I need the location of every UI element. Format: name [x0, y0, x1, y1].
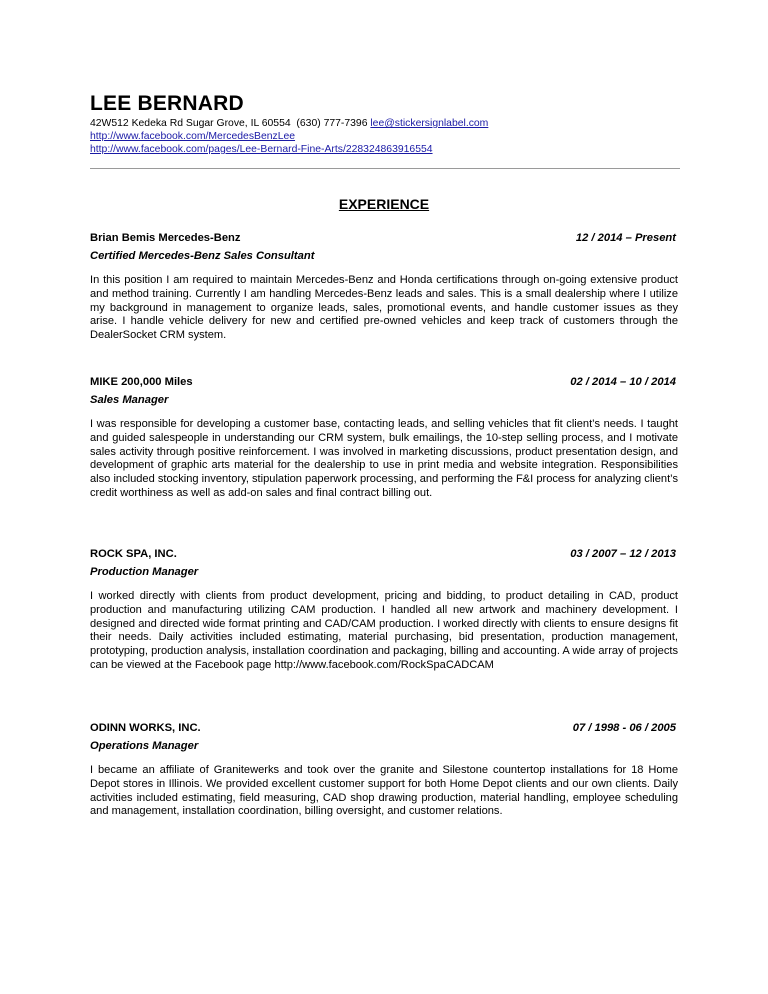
company-name: MIKE 200,000 Miles — [90, 376, 193, 388]
employment-dates: 02 / 2014 – 10 / 2014 — [570, 376, 676, 388]
company-name: Brian Bemis Mercedes-Benz — [90, 232, 241, 244]
job-header — [90, 548, 678, 564]
job-entry — [90, 376, 678, 501]
job-title: Operations Manager — [90, 740, 199, 752]
job-header — [90, 722, 678, 738]
employment-dates: 07 / 1998 - 06 / 2005 — [572, 722, 676, 734]
facebook-link-line — [90, 130, 295, 143]
phone-number: (630) 777-7396 — [296, 118, 368, 129]
section-heading: EXPERIENCE — [338, 196, 430, 212]
contact-line — [90, 117, 488, 130]
header-divider — [90, 168, 680, 169]
job-header — [90, 376, 678, 392]
job-description: In this position I am required to maintain Mercedes-Benz and Honda certifications through on-going extensive product and method training. Currently I am handling Mercedes-Benz leads and sales. This is a small dealership where I utilize my background in management to organize leads, sales, promotional events, and handle customer issues as they arise. I handle vehicle delivery for new and certified pre-owned vehicles and keep track of customers through the DealerSocket CRM system. — [90, 274, 678, 342]
facebook-link-fine-arts[interactable]: http://www.facebook.com/pages/Lee-Bernard-Fine-Arts/228324863916554 — [90, 144, 433, 155]
address: 42W512 Kedeka Rd Sugar Grove, IL 60554 — [90, 118, 291, 129]
job-description: I was responsible for developing a customer base, contacting leads, and selling vehicles that fit client’s needs. I taught and guided salespeople in understanding our CRM system, bulk emailings, the 10-step selling process, and I motivate sales activity through positive reinforcement. I was involved in marketing discussions, product presentation design, and development of graphic arts material for the dealership to use in print media and website integration. Responsibilities also included stocking inventory, stipulation paperwork processing, and performing the F&I process for analyzing client’s credit worthiness as well as add-on sales and final contract billing out. — [90, 418, 678, 499]
job-entry — [90, 232, 678, 343]
job-title: Sales Manager — [90, 394, 169, 406]
job-entry — [90, 722, 678, 819]
employment-dates: 03 / 2007 – 12 / 2013 — [570, 548, 676, 560]
job-entry — [90, 548, 678, 673]
job-title: Certified Mercedes-Benz Sales Consultant — [90, 250, 315, 262]
candidate-name: LEE BERNARD — [90, 92, 244, 115]
job-header — [90, 232, 678, 248]
facebook-link-mercedes[interactable]: http://www.facebook.com/MercedesBenzLee — [90, 131, 296, 142]
job-description: I became an affiliate of Granitewerks and took over the granite and Silestone countertop installations for 18 Home Depot stores in Illinois. We provided excellent customer support for both Home Depot clients and our own clients. Daily activities included estimating, field measuring, CAD shop drawing production, material handling, employee scheduling and management, installation coordination, billing oversight, and customer relations. — [90, 764, 678, 818]
job-description: I worked directly with clients from product development, pricing and bidding, to product detailing in CAD, product production and manufacturing utilizing CAM production. I handled all new artwork and machinery development. I designed and directed wide format printing and CAD/CAM production. I worked directly with clients to ensure designs fit their needs. Daily activities included estimating, material purchasing, bid presentation, production management, prototyping, production analysis, installation coordination and packaging, billing and accounting. A wide array of projects can be viewed at the Facebook page http://www.facebook.com/RockSpaCADCAM — [90, 590, 678, 671]
email-link[interactable]: lee@stickersignlabel.com — [370, 118, 489, 129]
company-name: ODINN WORKS, INC. — [90, 722, 201, 734]
job-title: Production Manager — [90, 566, 199, 578]
employment-dates: 12 / 2014 – Present — [575, 232, 676, 244]
facebook-link-line — [90, 143, 433, 156]
company-name: ROCK SPA, INC. — [90, 548, 177, 560]
